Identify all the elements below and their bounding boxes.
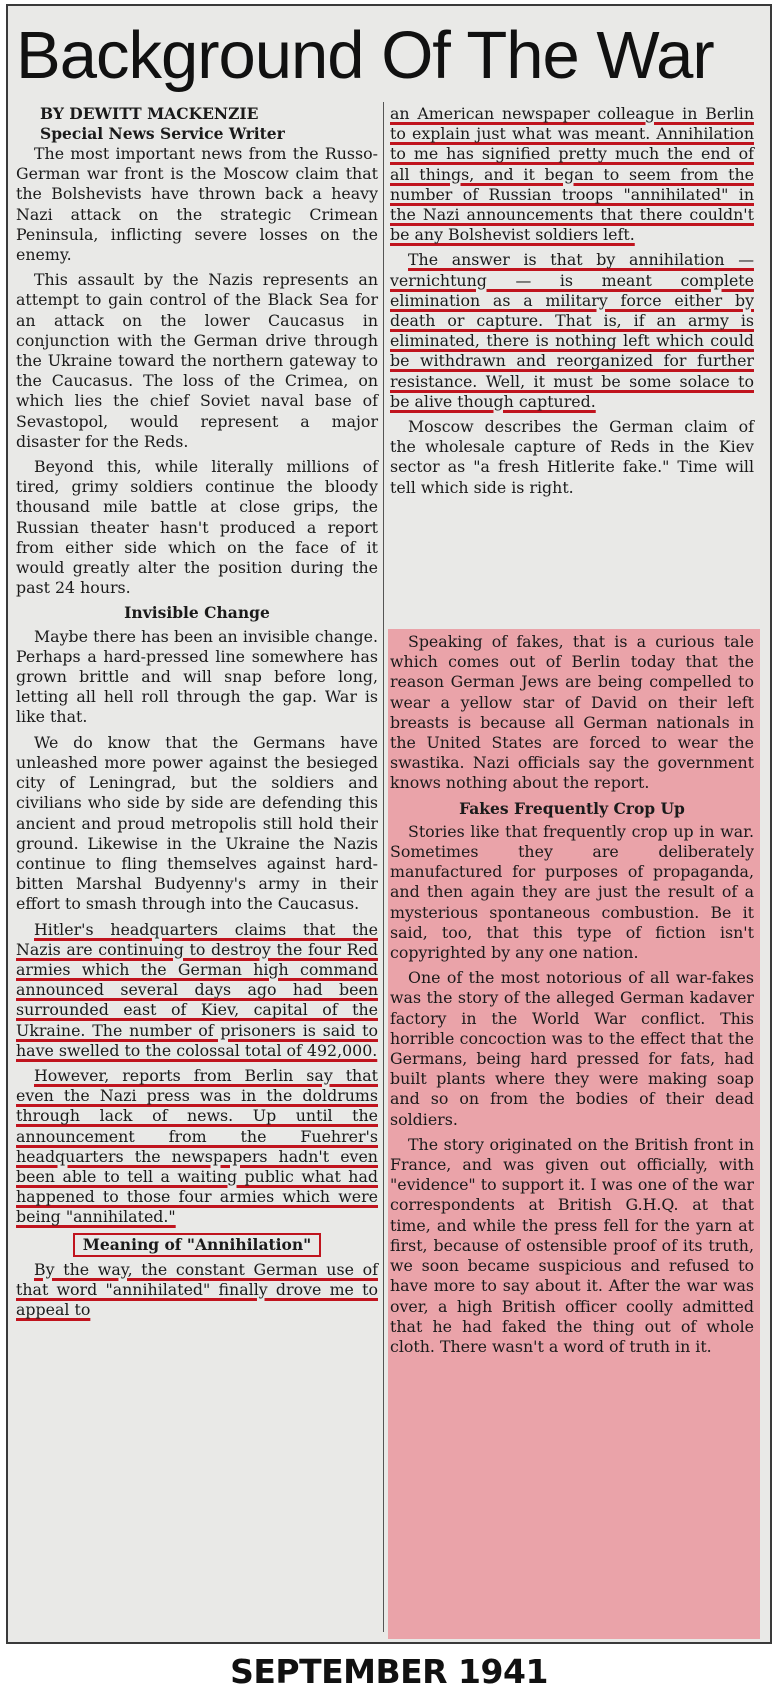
date-caption: SEPTEMBER 1941 <box>230 1652 548 1691</box>
right-column-upper <box>390 104 754 503</box>
headline: Background Of The War <box>16 18 714 93</box>
paragraph: Beyond this, while literally millions of tired, grimy soldiers continue the bloody thousand mile battle at close grips, the Russian theater hasn't produced a report from either side which on the face of it would greatly alter the position during the past 24 hours. <box>16 457 378 598</box>
paragraph: This assault by the Nazis represents an attempt to gain control of the Black Sea for an attack on the lower Caucasus in conjunction with the German drive through the Ukraine toward the northern gateway to the Caucasus. The loss of the Crimea, on which lies the chief Soviet naval base of Sevastopol, would represent a major disaster for the Reds. <box>16 270 378 451</box>
subheading-text: Meaning of "Annihilation" <box>73 1233 321 1257</box>
paragraph: Stories like that frequently crop up in war. Sometimes they are deliberately manufactured for purposes of propaganda, and then again they are just the result of a mysterious spontaneous combustion. Be it said, too, that this type of fiction isn't copyrighted by any one nation. <box>390 821 754 963</box>
underlined-text: Hitler's headquarters claims that the Nazis are continuing to destroy the four Red armies which the German high command announced several days ago had been surrounded east of Kiev, capital of the Ukraine. The number of prisoners is said to have swelled to the colossal total of 492,000. <box>16 919 378 1060</box>
left-column <box>16 104 378 1325</box>
paragraph: One of the most notorious of all war-fakes was the story of the alleged German kadaver factory in the World War conflict. This horrible concoction was to the effect that the Germans, being hard pressed for fats, had built plants where they were making soap and so on from the bodies of their dead soldiers. <box>390 968 754 1129</box>
subheading: Fakes Frequently Crop Up <box>459 798 685 818</box>
right-column-highlighted <box>390 632 754 1362</box>
subheading: Invisible Change <box>124 603 270 623</box>
underlined-text: By the way, the constant German use of that word "annihilated" finally drove me to appeal to <box>16 1259 378 1320</box>
subheading-boxed <box>16 1233 378 1257</box>
underlined-paragraph <box>390 104 754 245</box>
paragraph: We do know that the Germans have unleashed more power against the besieged city of Leningrad, but the soldiers and civilians who side by side are defending this ancient and proud metropolis still hold their ground. Likewise in the Ukraine the Nazis continue to fling themselves against hard-bitten Marshal Budyenny's army in their effort to smash through into the Caucasus. <box>16 732 378 914</box>
underlined-paragraph <box>16 1066 378 1228</box>
paragraph: Maybe there has been an invisible change. Perhaps a hard-pressed line somewhere has grown brittle and will snap before long, letting all hell roll through the gap. War is like that. <box>16 626 378 727</box>
underlined-text: The answer is that by annihilation — vernichtung — is meant complete elimination as a military force either by death or capture. That is, if an army is eliminated, there is nothing left which could be withdrawn and reorganized for further resistance. Well, it must be some solace to be alive though captured. <box>390 250 754 411</box>
underlined-paragraph <box>16 1260 378 1321</box>
paragraph: Moscow describes the German claim of the wholesale capture of Reds in the Kiev sector as "a fresh Hitlerite fake." Time will tell which side is right. <box>390 417 754 497</box>
byline: BY DEWITT MACKENZIE <box>40 104 259 123</box>
underlined-paragraph <box>390 250 754 412</box>
underlined-text: However, reports from Berlin say that even the Nazi press was in the doldrums through lack of news. Up until the announcement from the Fuehrer's headquarters the newspapers hadn't even been able to tell a waiting public what had happened to those four armies which were being "annihilated." <box>16 1065 378 1227</box>
underlined-paragraph <box>16 920 378 1061</box>
paragraph: Speaking of fakes, that is a curious tale which comes out of Berlin today that the reason German Jews are being compelled to wear a yellow star of David on their left breasts is because all German nationals in the United States are forced to wear the swastika. Nazi officials say the government knows nothing about the report. <box>390 632 754 793</box>
byline-title: Special News Service Writer <box>40 124 285 143</box>
column-divider <box>383 102 384 1632</box>
paragraph: The most important news from the Russo-German war front is the Moscow claim that the Bolshevists have thrown back a heavy Nazi attack on the strategic Crimean Peninsula, inflicting severe losses on the enemy. <box>16 144 378 265</box>
paragraph: The story originated on the British front in France, and was given out officially, with "evidence" to support it. I was one of the war correspondents at British G.H.Q. at that time, and while the press fell for the yarn at first, because of ostensible proof of its truth, we soon became suspicious and refused to have more to say about it. After the war was over, a high British officer coolly admitted that he had faked the thing out of whole cloth. There wasn't a word of truth in it. <box>390 1134 754 1356</box>
underlined-text: an American newspaper colleague in Berlin to explain just what was meant. Annihilation to me has signified pretty much the end of all things, and it began to seem from the number of Russian troops "annihilated" in the Nazi announcements that there couldn't be any Bolshevist soldiers left. <box>390 104 754 245</box>
